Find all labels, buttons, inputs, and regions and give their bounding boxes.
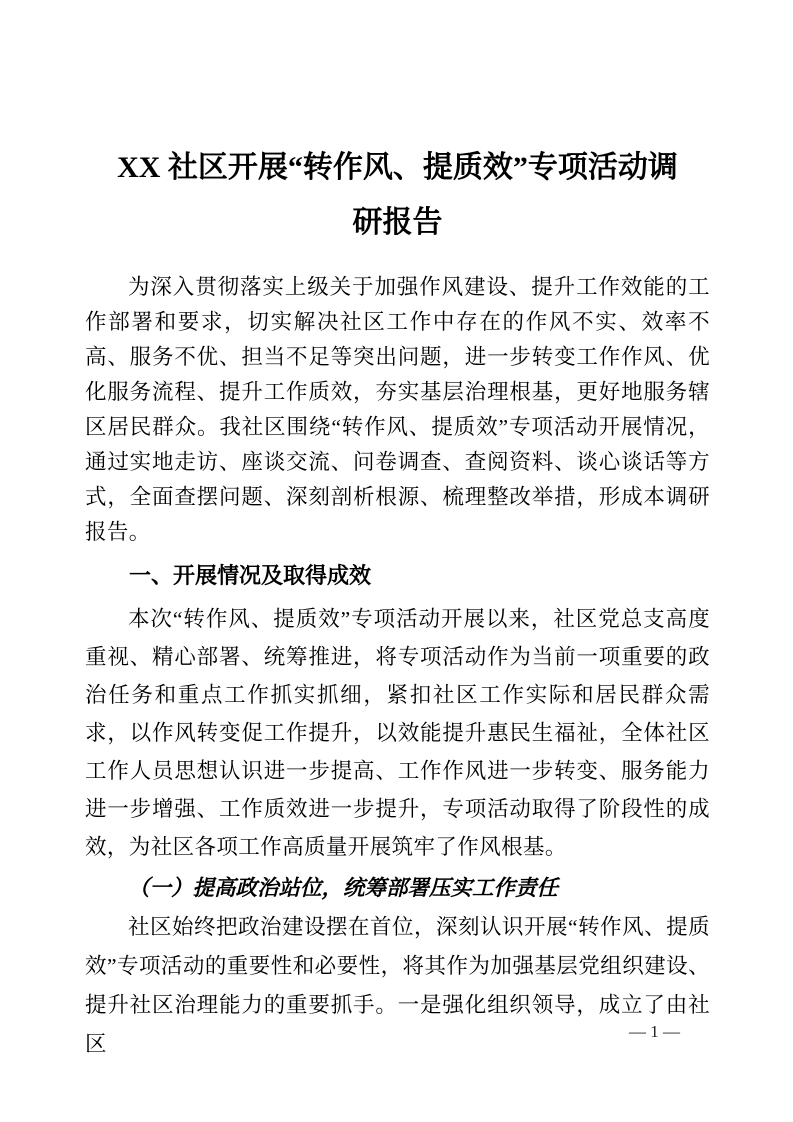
document-title bbox=[85, 140, 710, 250]
document-title-line-1: XX 社区开展“转作风、提质效”专项活动调 bbox=[117, 151, 678, 184]
document-title-line-2: 研报告 bbox=[352, 206, 443, 239]
document-content bbox=[85, 0, 710, 1064]
paragraph-subsection1: 社区始终把政治建设摆在首位，深刻认识开展“转作风、提质效”专项活动的重要性和必要性，将其作为加强基层党组织建设、提升社区治理能力的重要抓手。一是强化组织领导，成立了由社区 bbox=[85, 915, 710, 1057]
paragraph-section1: 本次“转作风、提质效”专项活动开展以来，社区党总支高度重视、精心部署、统筹推进，将专项活动作为当前一项重要的政治任务和重点工作抓实抓细，紧扣社区工作实际和居民群众需求，以作风转变促工作提升，以效能提升惠民生福祉，全体社区工作人员思想认识进一步提高、工作作风进一步转变、服务能力进一步增强、工作质效进一步提升，专项活动取得了阶段性的成效，为社区各项工作高质量开展筑牢了作风根基。 bbox=[85, 607, 710, 860]
page-number: — 1 — bbox=[629, 1022, 680, 1041]
subsection-heading-1: （一）提高政治站位，统筹部署压实工作责任 bbox=[128, 876, 559, 901]
section-heading-1: 一、开展情况及取得成效 bbox=[129, 563, 372, 589]
paragraph-intro: 为深入贯彻落实上级关于加强作风建设、提升工作效能的工作部署和要求，切实解决社区工作中存在的作风不实、效率不高、服务不优、担当不足等突出问题，进一步转变工作作风、优化服务流程、提升工作质效，夯实基层治理根基，更好地服务辖区居民群众。我社区围绕“转作风、提质效”专项活动开展情况，通过实地走访、座谈交流、问卷调查、查阅资料、谈心谈话等方式，全面查摆问题、深刻剖析根源、梳理整改举措，形成本调研报告。 bbox=[85, 275, 710, 545]
